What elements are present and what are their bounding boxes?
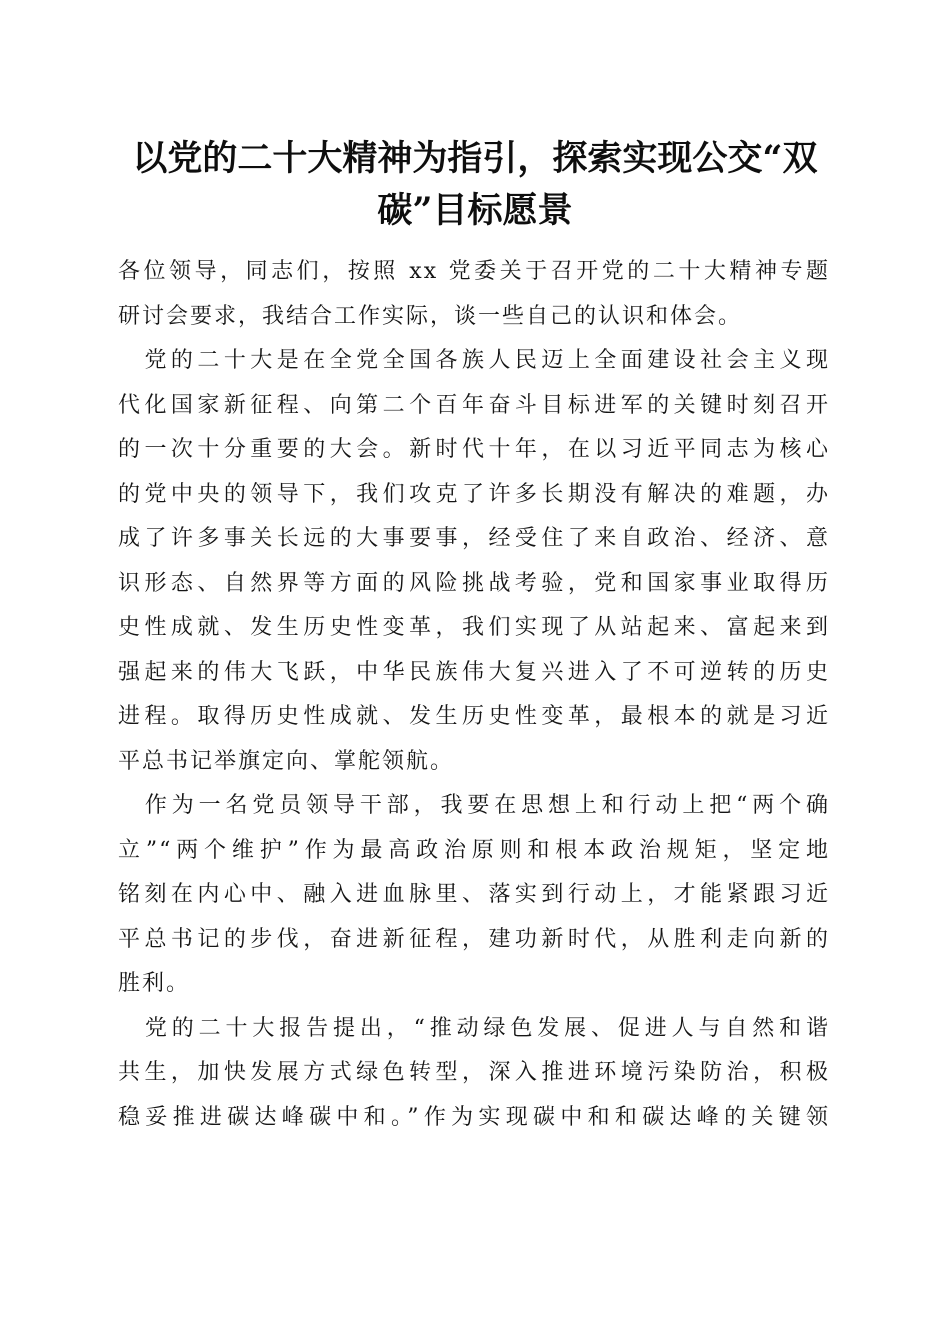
body-line: 胜利。 (118, 971, 191, 996)
title-line: 碳”目标愿景 (377, 190, 573, 231)
body-line: 各位领导，同志们，按照 xx 党委关于召开党的二十大精神专题 (118, 259, 830, 284)
body-line: 党的二十大是在全党全国各族人民迈上全面建设社会主义现 (118, 348, 830, 373)
title-line: 以党的二十大精神为指引，探索实现公交“双 (132, 138, 818, 179)
document-body (118, 250, 830, 1140)
body-line: 立”“两个维护”作为最高政治原则和根本政治规矩，坚定地 (118, 837, 830, 863)
body-line: 铭刻在内心中、融入进血脉里、落实到行动上，才能紧跟习近 (118, 882, 830, 907)
document-title (110, 133, 840, 237)
body-line: 进程。取得历史性成就、发生历史性变革，最根本的就是习近 (118, 704, 830, 729)
body-line: 共生，加快发展方式绿色转型，深入推进环境污染防治，积极 (118, 1060, 830, 1085)
body-line: 成了许多事关长远的大事要事，经受住了来自政治、经济、意 (118, 526, 830, 551)
body-line: 研讨会要求，我结合工作实际，谈一些自己的认识和体会。 (118, 303, 743, 329)
body-line: 强起来的伟大飞跃，中华民族伟大复兴进入了不可逆转的历史 (118, 659, 830, 685)
body-line: 稳妥推进碳达峰碳中和。”作为实现碳中和和碳达峰的关键领 (118, 1104, 830, 1130)
body-line: 平总书记举旗定向、掌舵领航。 (118, 748, 455, 774)
body-line: 作为一名党员领导干部，我要在思想上和行动上把“两个确 (118, 793, 830, 818)
body-line: 的党中央的领导下，我们攻克了许多长期没有解决的难题，办 (118, 481, 830, 507)
body-line: 史性成就、发生历史性变革，我们实现了从站起来、富起来到 (118, 615, 830, 640)
body-line: 识形态、自然界等方面的风险挑战考验，党和国家事业取得历 (118, 570, 830, 596)
body-line: 平总书记的步伐，奋进新征程，建功新时代，从胜利走向新的 (118, 926, 830, 952)
body-line: 党的二十大报告提出，“推动绿色发展、促进人与自然和谐 (118, 1015, 830, 1041)
body-line: 的一次十分重要的大会。新时代十年，在以习近平同志为核心 (118, 437, 830, 462)
body-line: 代化国家新征程、向第二个百年奋斗目标进军的关键时刻召开 (118, 392, 830, 418)
